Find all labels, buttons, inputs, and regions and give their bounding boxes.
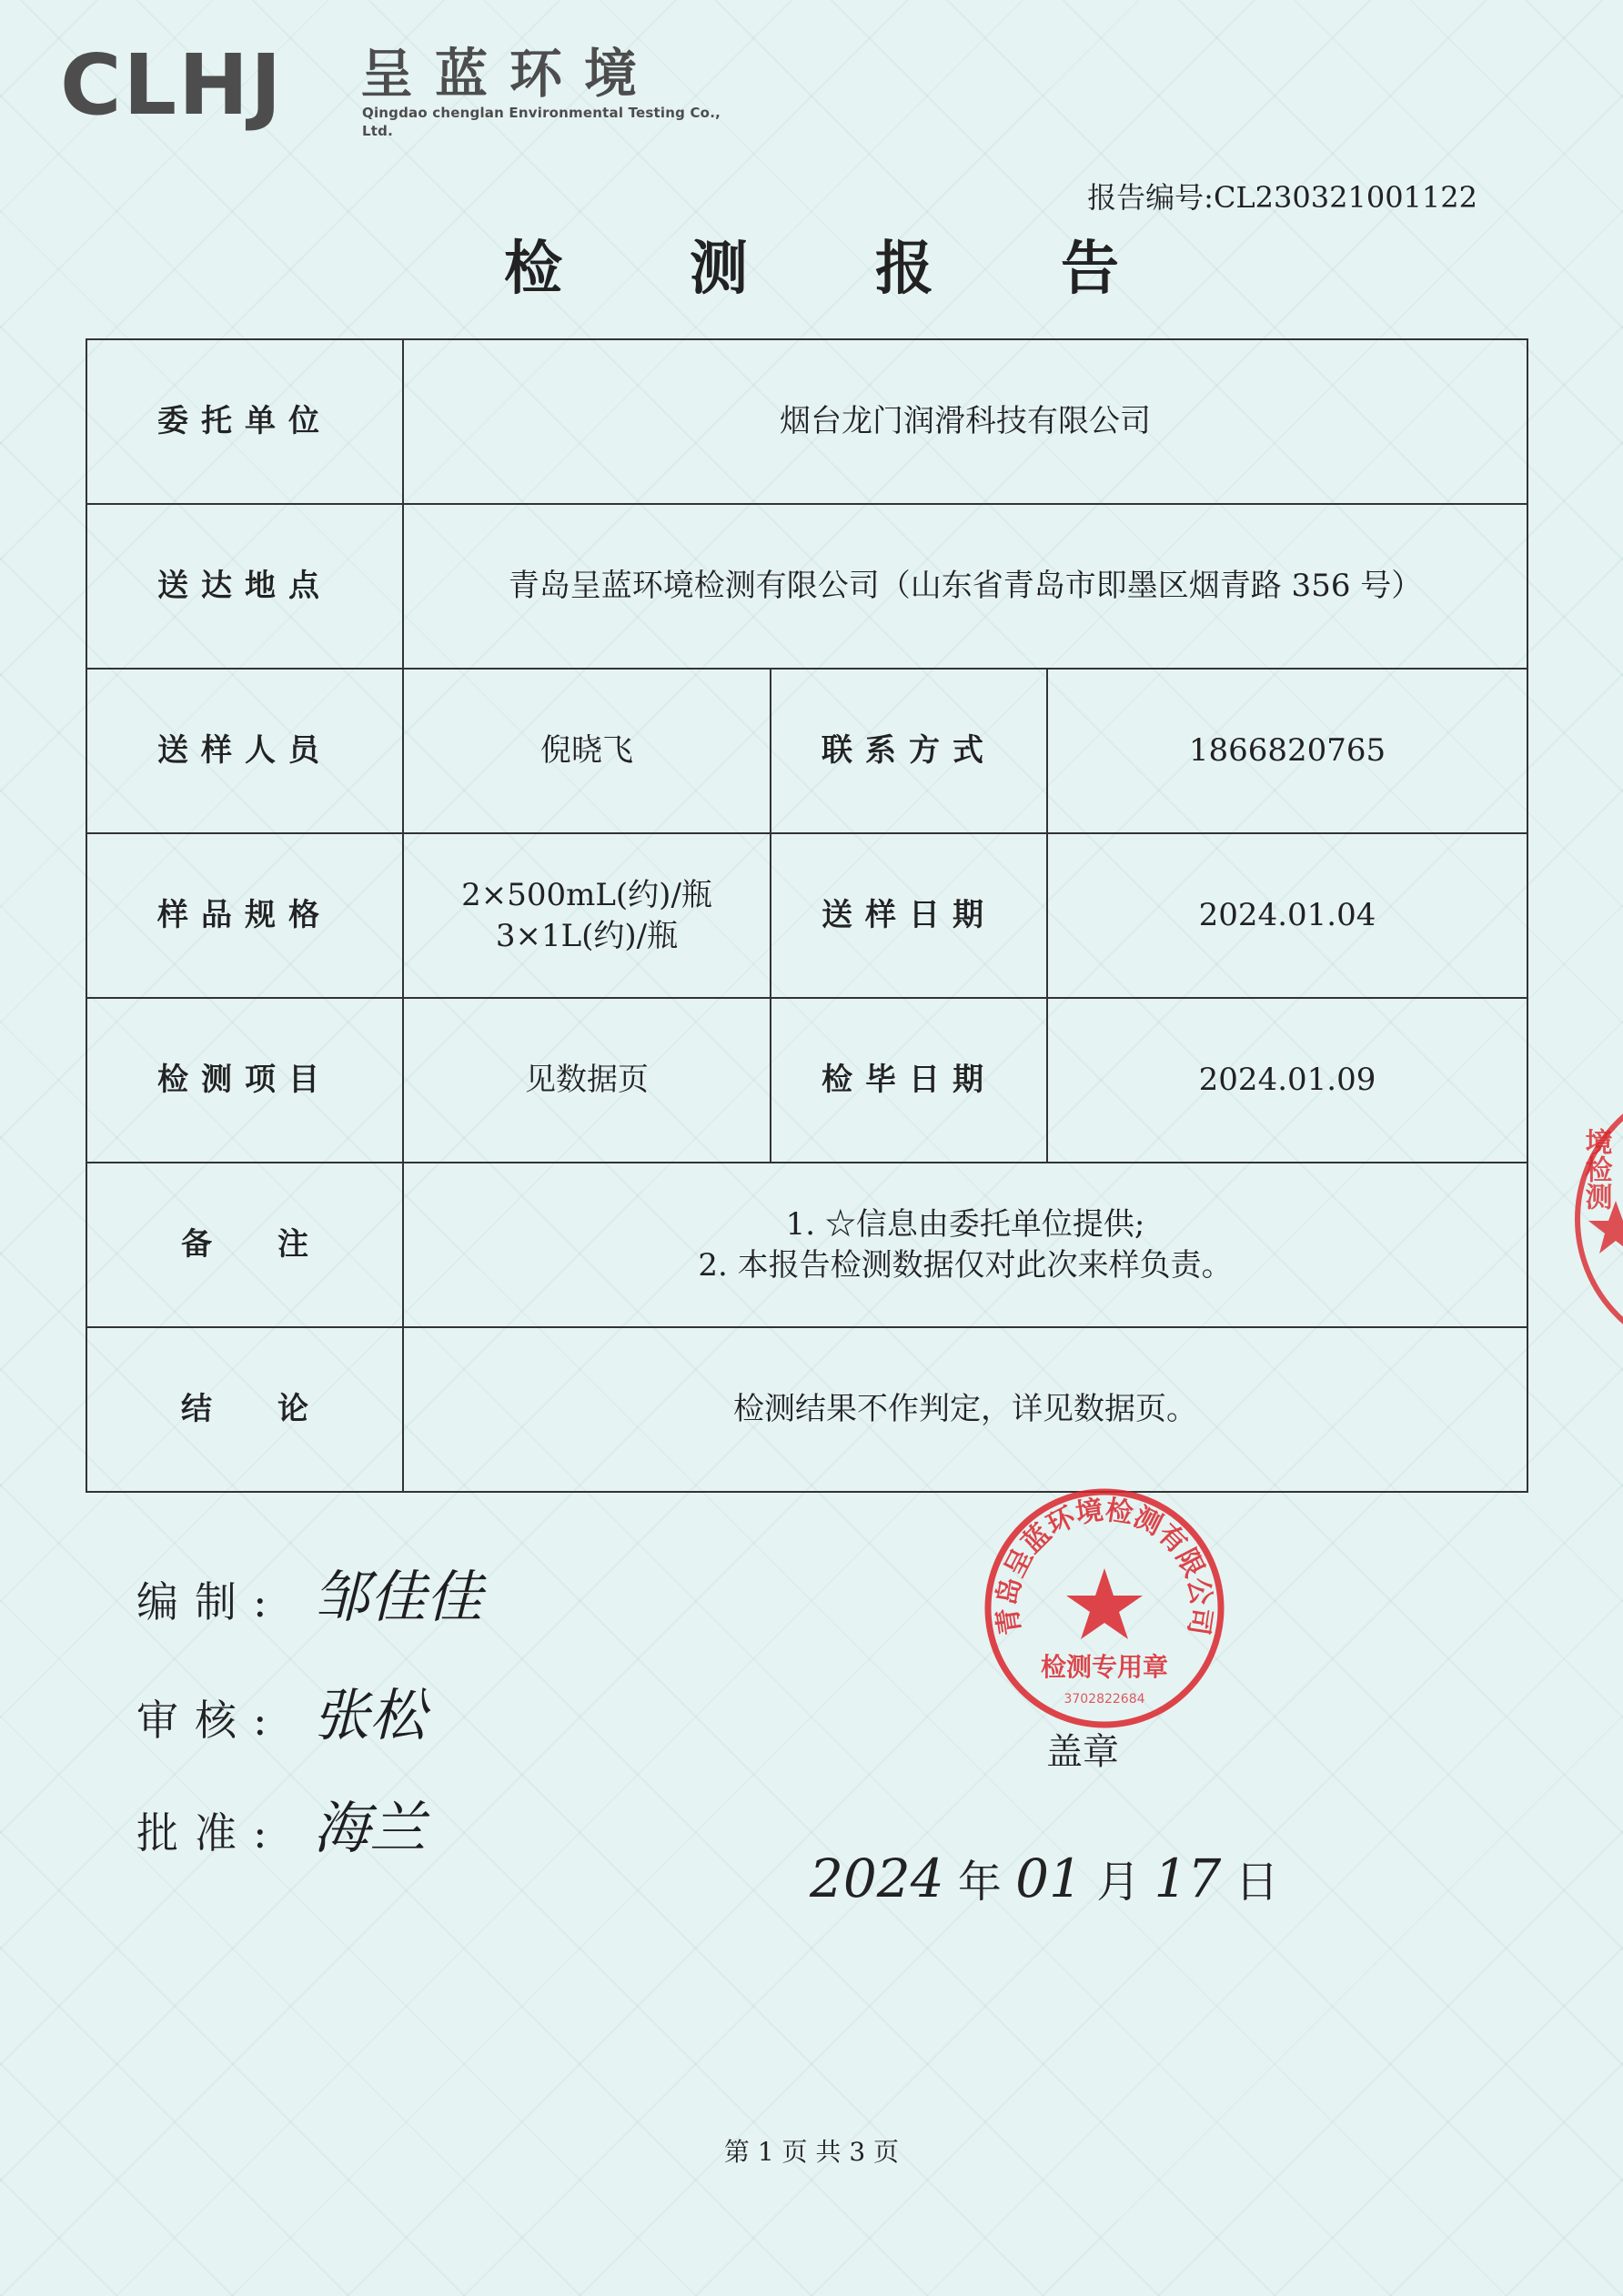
approved-label: 批准:: [136, 1808, 284, 1858]
approved-signature: 海兰: [313, 1795, 427, 1861]
date-day: 17: [1154, 1848, 1222, 1909]
date-year-unit: 年: [957, 1857, 1002, 1908]
spec-value: [403, 833, 771, 998]
document-title: 检测报告: [504, 235, 1246, 303]
spec-label: 样品规格: [86, 833, 403, 998]
reviewed-label: 审核:: [136, 1696, 284, 1745]
spec-line-2: 3×1L(约)/瓶: [495, 917, 679, 954]
client-value: 烟台龙门润滑科技有限公司: [403, 339, 1527, 504]
table-row: [86, 1163, 1527, 1327]
sign-date: [810, 1847, 1279, 1909]
conclusion-label: 结论: [86, 1327, 403, 1492]
finish-date-label: 检毕日期: [771, 998, 1047, 1163]
contact-value: 1866820765: [1047, 669, 1527, 833]
prepared-label: 编制:: [136, 1577, 284, 1626]
items-label: 检测项目: [86, 998, 403, 1163]
reviewed-signature: 张松: [313, 1682, 427, 1748]
sender-value: 倪晓飞: [403, 669, 771, 833]
reviewed-by: [136, 1670, 426, 1751]
table-row: [86, 339, 1527, 504]
items-value: 见数据页: [403, 998, 771, 1163]
contact-label: 联系方式: [771, 669, 1047, 833]
edge-seal-icon: [1559, 1064, 1623, 1374]
spec-line-1: 2×500mL(约)/瓶: [461, 876, 712, 913]
table-row: [86, 669, 1527, 833]
send-date-label: 送样日期: [771, 833, 1047, 998]
date-month-unit: 月: [1096, 1857, 1141, 1908]
seal-number: 3702822684: [1064, 1692, 1145, 1707]
approved-by: [136, 1783, 426, 1864]
remarks-label: 备注: [86, 1163, 403, 1327]
logo-name-en: Qingdao chenglan Environmental Testing Co., Ltd.: [362, 105, 721, 139]
logo-name-cn: 呈蓝环境: [360, 43, 660, 105]
delivery-value: 青岛呈蓝环境检测有限公司（山东省青岛市即墨区烟青路 356 号）: [403, 504, 1527, 669]
edge-seal-text: 境检测: [1579, 1128, 1612, 1210]
prepared-signature: 邹佳佳: [313, 1564, 483, 1630]
table-row: [86, 1327, 1527, 1492]
report-info-table: [86, 338, 1528, 1493]
remark-2: 2. 本报告检测数据仅对此次来样负责。: [698, 1246, 1233, 1284]
table-row: [86, 504, 1527, 669]
company-seal-icon: [981, 1485, 1228, 1732]
delivery-label: 送达地点: [86, 504, 403, 669]
logo-mark: CLHJ: [60, 36, 284, 134]
table-row: [86, 833, 1527, 998]
date-year: 2024: [810, 1848, 944, 1909]
seal-text-bottom: 检测专用章: [1040, 1652, 1169, 1682]
send-date-value: 2024.01.04: [1047, 833, 1527, 998]
client-label: 委托单位: [86, 339, 403, 504]
remark-1: 1. ☆信息由委托单位提供;: [785, 1205, 1145, 1243]
table-row: [86, 998, 1527, 1163]
report-number: 报告编号:CL230321001122: [1087, 180, 1477, 215]
finish-date-value: 2024.01.09: [1047, 998, 1527, 1163]
stamp-label: 盖章: [1046, 1731, 1119, 1773]
sender-label: 送样人员: [86, 669, 403, 833]
prepared-by: [136, 1552, 482, 1633]
page-number: 第 1 页 共 3 页: [723, 2137, 900, 2167]
seal-text-top: 青岛呈蓝环境检测有限公司: [992, 1494, 1217, 1637]
date-day-unit: 日: [1235, 1857, 1279, 1908]
company-logo: [60, 36, 733, 139]
remarks-value: [403, 1163, 1527, 1327]
date-month: 01: [1015, 1848, 1083, 1909]
conclusion-value: 检测结果不作判定，详见数据页。: [403, 1327, 1527, 1492]
